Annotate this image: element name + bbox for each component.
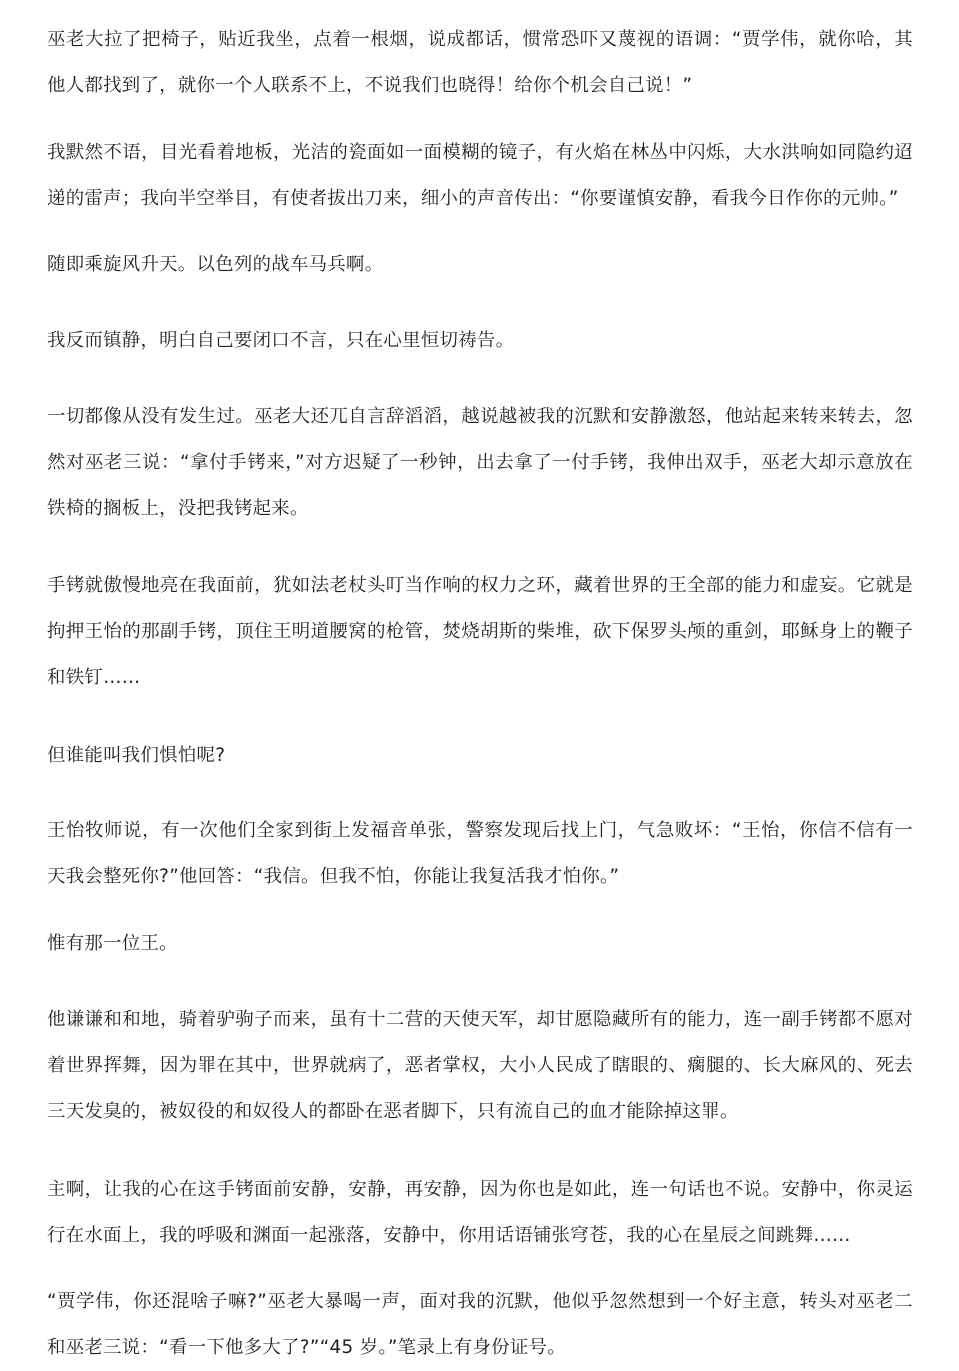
paragraph-6: 手铐就傲慢地亮在我面前，犹如法老杖头叮当作响的权力之环，藏着世界的王全部的能力和虚妄。它就是拘押王怡的那副手铐，顶住王明道腰窝的枪管，焚烧胡斯的柴堆，砍下保罗头颅的重剑，耶稣身上的鞭子和铁钉…… (47, 575, 913, 688)
paragraph-9: 惟有那一位王。 (47, 933, 178, 954)
paragraph-4: 我反而镇静，明白自己要闭口不言，只在心里恒切祷告。 (47, 330, 515, 351)
paragraph-2: 我默然不语，目光看着地板，光洁的瓷面如一面模糊的镜子，有火焰在林丛中闪烁，大水洪响如同隐约迢递的雷声；我向半空举目，有使者拔出刀来，细小的声音传出：“你要谨慎安静，看我今日作你的元帅。” (47, 142, 913, 209)
paragraph-10: 他谦谦和和地，骑着驴驹子而来，虽有十二营的天使天军，却甘愿隐藏所有的能力，连一副手铐都不愿对着世界挥舞，因为罪在其中，世界就病了，恶者掌权，大小人民成了瞎眼的、瘸腿的、长大麻风的、死去三天发臭的，被奴役的和奴役人的都卧在恶者脚下，只有流自己的血才能除掉这罪。 (47, 1009, 913, 1122)
paragraph-8: 王怡牧师说，有一次他们全家到街上发福音单张，警察发现后找上门，气急败坏：“王怡，你信不信有一天我会整死你?”他回答：“我信。但我不怕，你能让我复活我才怕你。” (47, 820, 913, 887)
paragraph-11: 主啊，让我的心在这手铐面前安静，安静，再安静，因为你也是如此，连一句话也不说。安静中，你灵运行在水面上，我的呼吸和渊面一起涨落，安静中，你用话语铺张穹苍，我的心在星辰之间跳舞…… (47, 1179, 913, 1246)
paragraph-3: 随即乘旋风升天。以色列的战车马兵啊。 (47, 254, 384, 275)
paragraph-5: 一切都像从没有发生过。巫老大还兀自言辞滔滔，越说越被我的沉默和安静激怒，他站起来转来转去，忽然对巫老三说：“拿付手铐来，”对方迟疑了一秒钟，出去拿了一付手铐，我伸出双手，巫老大却示意放在铁椅的搁板上，没把我铐起来。 (47, 406, 913, 519)
paragraph-7: 但谁能叫我们惧怕呢? (47, 745, 226, 766)
paragraph-1: 巫老大拉了把椅子，贴近我坐，点着一根烟，说成都话，惯常恐吓又蔑视的语调：“贾学伟，就你哈，其他人都找到了，就你一个人联系不上，不说我们也晓得！给你个机会自己说！” (47, 29, 913, 96)
paragraph-12: “贾学伟，你还混啥子嘛?”巫老大暴喝一声，面对我的沉默，他似乎忽然想到一个好主意，转头对巫老二和巫老三说：“看一下他多大了?”“45 岁。”笔录上有身份证号。 (47, 1291, 913, 1358)
